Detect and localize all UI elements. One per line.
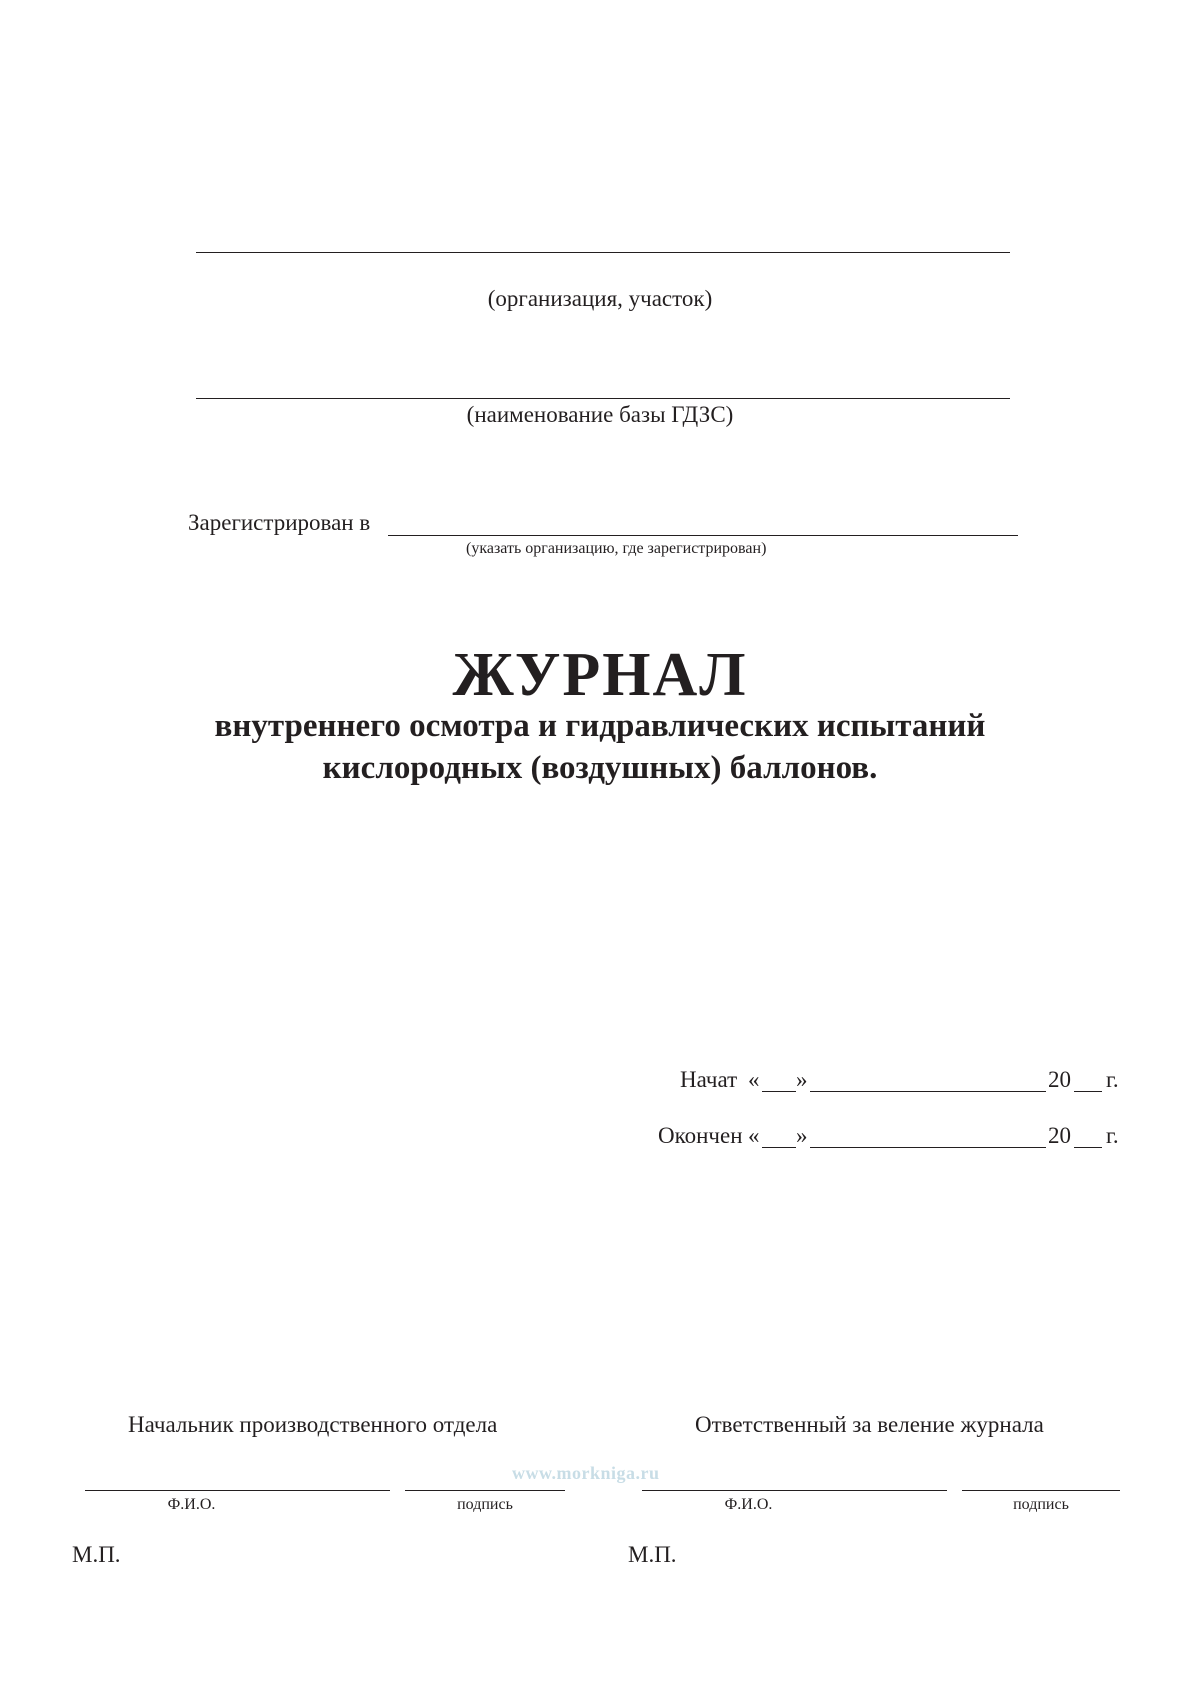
started-year-line	[1074, 1091, 1102, 1092]
left-name-caption: Ф.И.О.	[167, 1496, 216, 1513]
right-stamp-mark: М.П.	[628, 1542, 677, 1567]
organization-line	[196, 252, 1010, 253]
started-quote-open: «	[748, 1067, 760, 1092]
right-sign-line	[962, 1490, 1120, 1491]
left-sign-line	[405, 1490, 565, 1491]
started-day-line	[762, 1091, 796, 1092]
ended-year-line	[1074, 1147, 1102, 1148]
started-quote-close: »	[796, 1067, 808, 1092]
registered-label: Зарегистрирован в	[188, 510, 371, 535]
base-caption: (наименование базы ГДЗС)	[466, 402, 734, 427]
journal-subtitle-line2: кислородных (воздушных) баллонов.	[322, 750, 878, 786]
ended-quote-close: »	[796, 1123, 808, 1148]
left-stamp-mark: М.П.	[72, 1542, 121, 1567]
left-sign-caption: подпись	[457, 1496, 513, 1513]
registered-caption: (указать организацию, где зарегистрирован)	[466, 540, 767, 557]
right-name-caption: Ф.И.О.	[724, 1496, 773, 1513]
ended-quote-open: «	[748, 1123, 760, 1148]
base-line	[196, 398, 1010, 399]
ended-year-suffix: г.	[1106, 1123, 1119, 1148]
ended-day-line	[762, 1147, 796, 1148]
started-label: Начат	[680, 1067, 738, 1092]
ended-month-line	[810, 1147, 1046, 1148]
left-signer-title: Начальник производственного отдела	[128, 1412, 498, 1437]
journal-subtitle-line1: внутреннего осмотра и гидравлических испытаний	[214, 708, 986, 744]
started-year-prefix: 20	[1048, 1067, 1071, 1092]
ended-label: Окончен	[658, 1123, 743, 1148]
started-month-line	[810, 1091, 1046, 1092]
right-sign-caption: подпись	[1013, 1496, 1069, 1513]
right-name-line	[642, 1490, 947, 1491]
registered-line	[388, 535, 1018, 536]
left-name-line	[85, 1490, 390, 1491]
watermark: www.morkniga.ru	[512, 1463, 660, 1483]
started-year-suffix: г.	[1106, 1067, 1119, 1092]
ended-year-prefix: 20	[1048, 1123, 1071, 1148]
journal-title: ЖУРНАЛ	[452, 641, 748, 709]
right-signer-title: Ответственный за веление журнала	[695, 1412, 1044, 1437]
organization-caption: (организация, участок)	[487, 286, 713, 311]
